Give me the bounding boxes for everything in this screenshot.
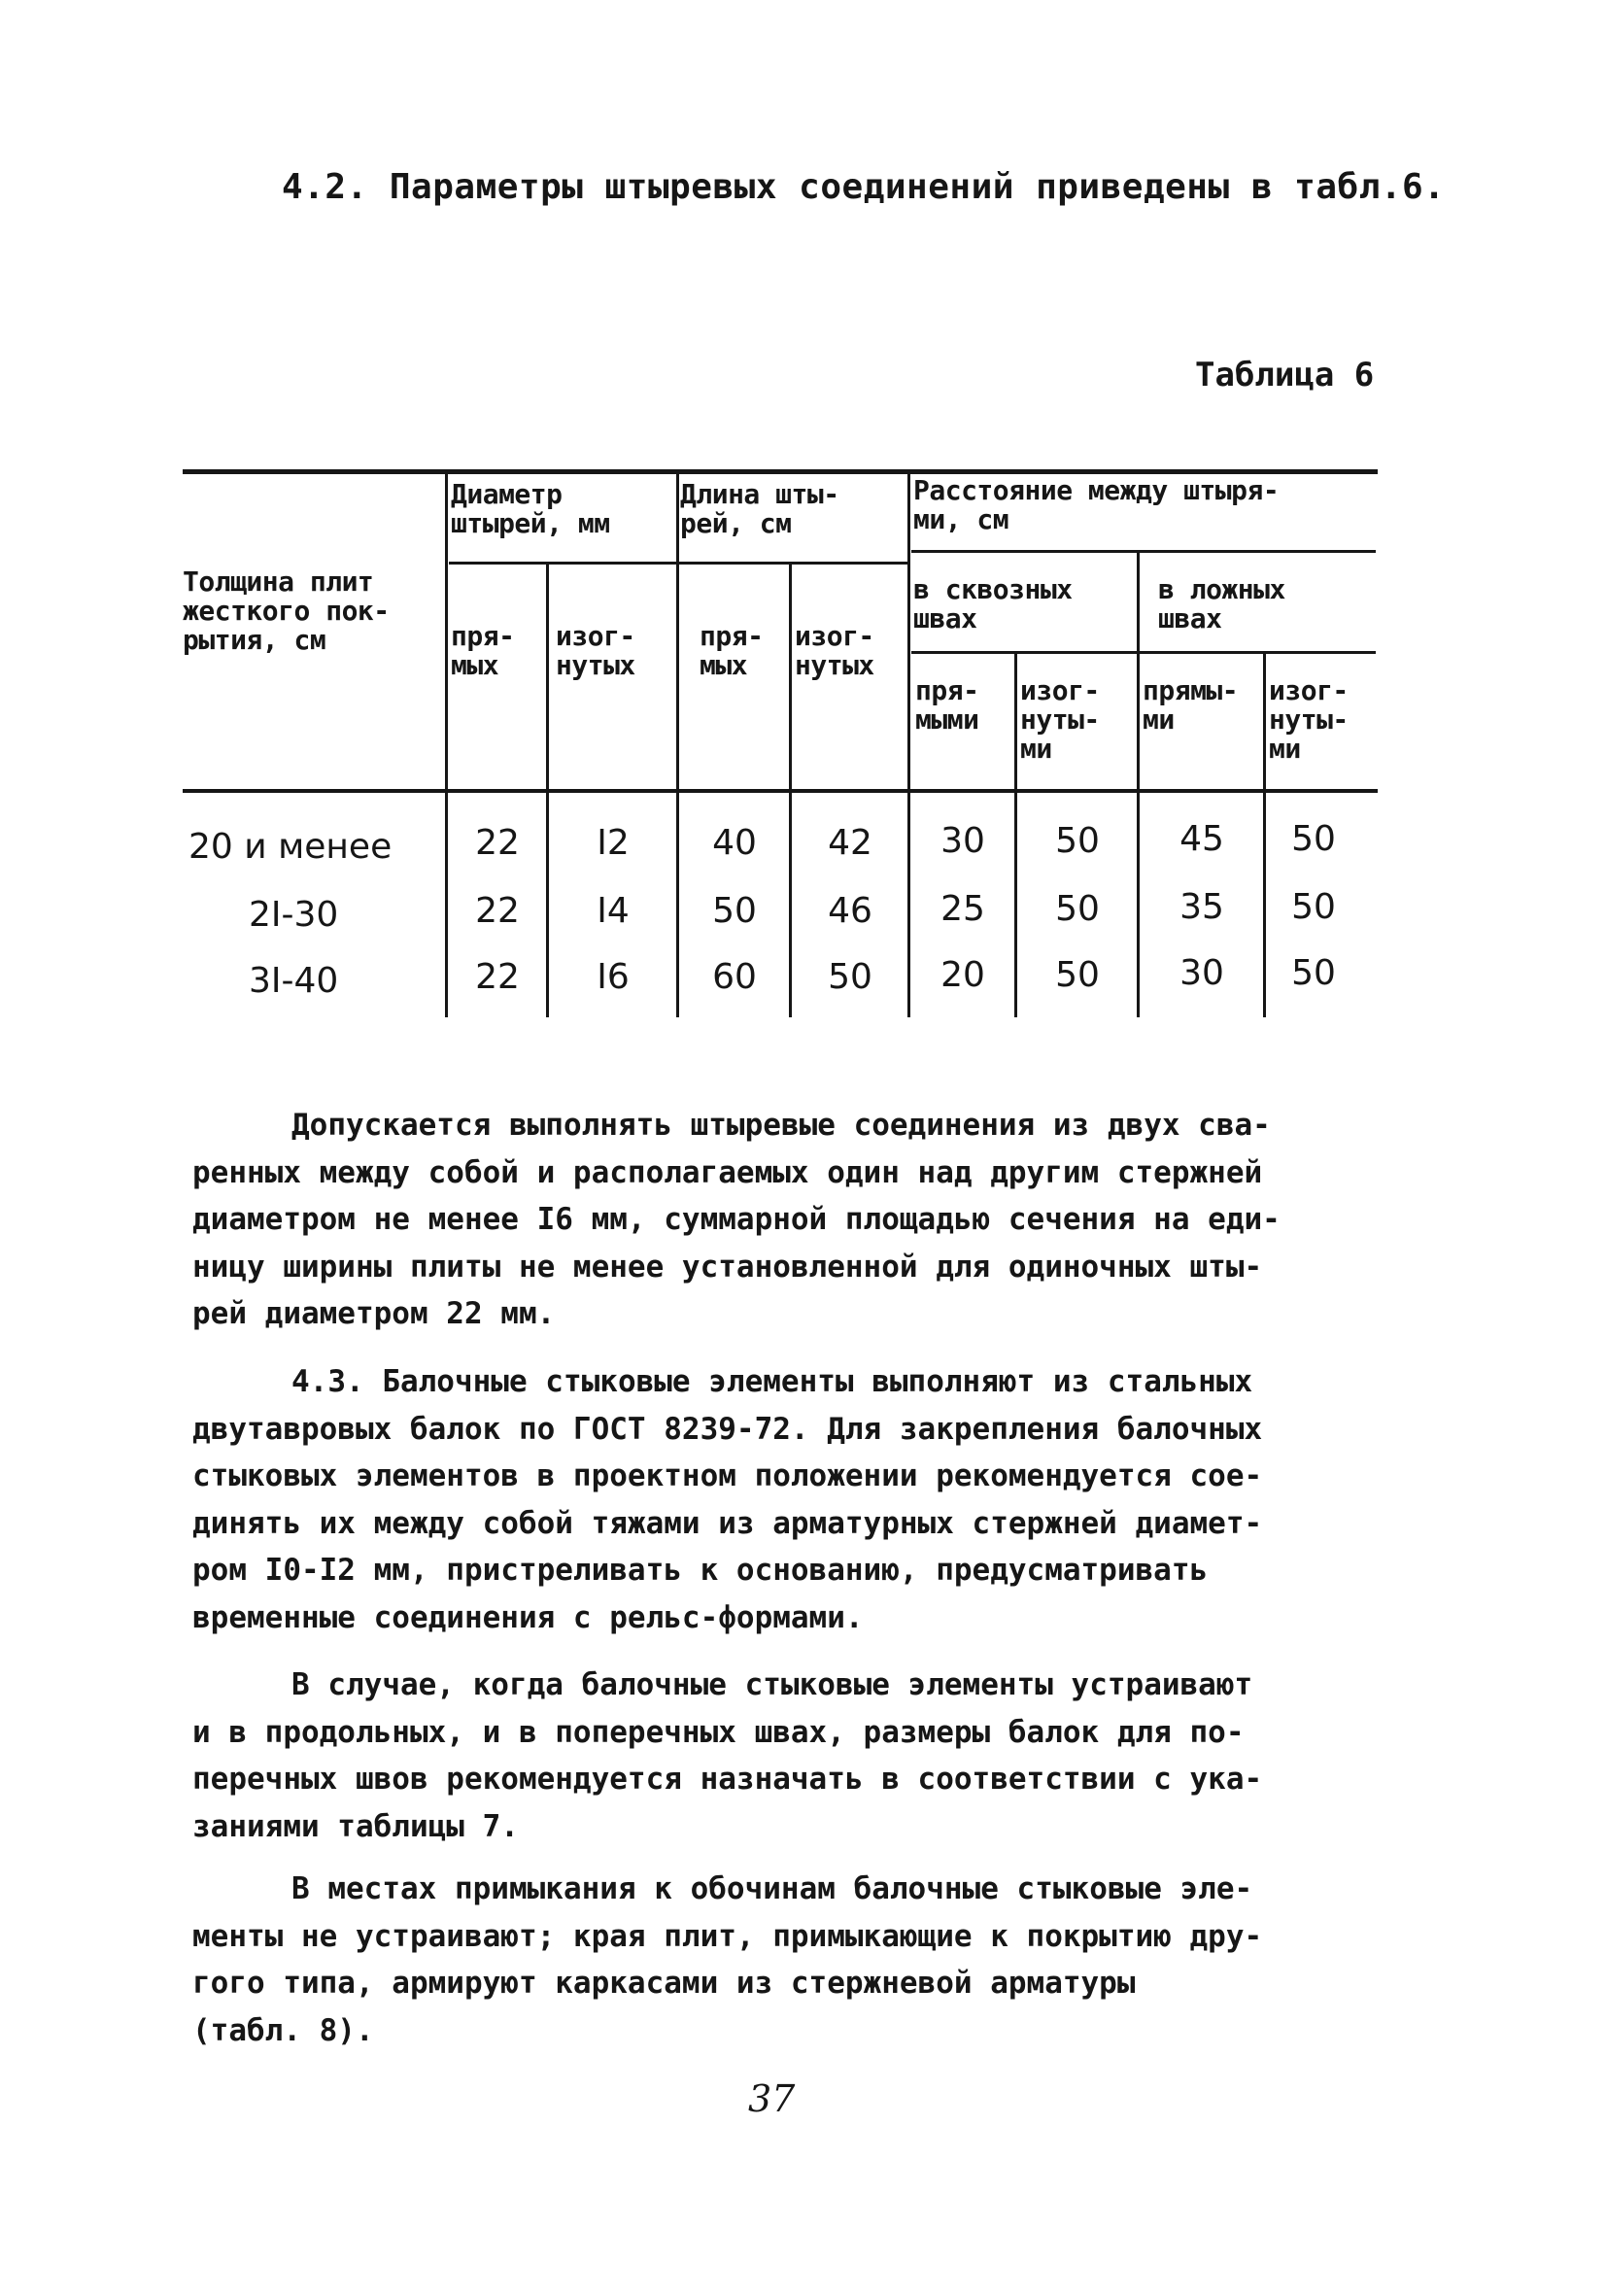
p2-line-6: временные соединения с рельс-формами. — [192, 1599, 864, 1635]
p1-line-4: ницу ширины плиты не менее установленной для одиночных шты- — [192, 1249, 1263, 1285]
p3-line-2: и в продольных, и в поперечных швах, размеры балок для по- — [192, 1714, 1245, 1750]
table-6 — [0, 0, 1606, 1069]
p3-line-1: В случае, когда балочные стыковые элементы устраивают — [291, 1667, 1253, 1702]
row3-len-bent: 50 — [828, 957, 872, 997]
header-through-bent: изог- нуты- ми — [1020, 674, 1100, 765]
p1-line-2: ренных между собой и располагаемых один над другим стержней — [192, 1154, 1263, 1190]
row3-false-straight: 30 — [1179, 953, 1224, 993]
row1-false-bent: 50 — [1291, 819, 1336, 859]
row2-through-straight: 25 — [940, 889, 985, 929]
header-len-straight: пря- мых — [700, 620, 764, 681]
header-rule-distance — [911, 550, 1376, 553]
row3-through-bent: 50 — [1055, 955, 1100, 995]
row1-diam-straight: 22 — [475, 823, 520, 863]
p2-line-1: 4.3. Балочные стыковые элементы выполняют из стальных — [291, 1364, 1253, 1399]
row3-through-straight: 20 — [940, 955, 985, 995]
col-rule-1 — [445, 473, 448, 1017]
table-caption: Таблица 6 — [1195, 356, 1375, 394]
header-bottom-rule — [183, 789, 1378, 793]
header-false-bent: изог- нуты- ми — [1269, 674, 1349, 765]
row2-thickness: 2I-30 — [249, 895, 339, 935]
page-number: 37 — [748, 2077, 796, 2120]
row2-len-straight: 50 — [712, 891, 757, 931]
row2-len-bent: 46 — [828, 891, 872, 931]
header-len-bent: изог- нутых — [795, 620, 874, 681]
row1-through-straight: 30 — [940, 821, 985, 861]
col-rule-2 — [546, 564, 549, 1017]
row3-len-straight: 60 — [712, 957, 757, 997]
p3-line-4: заниями таблицы 7. — [192, 1808, 519, 1844]
row2-false-bent: 50 — [1291, 887, 1336, 927]
p2-line-4: динять их между собой тяжами из арматурных стержней диамет- — [192, 1505, 1263, 1541]
col-rule-3 — [676, 473, 679, 1017]
p2-line-3: стыковых элементов в проектном положении рекомендуется сое- — [192, 1458, 1263, 1493]
header-thickness: Толщина плит жесткого пок- рытия, см — [183, 565, 390, 656]
p1-line-1: Допускается выполнять штыревые соединения из двух сва- — [291, 1108, 1271, 1143]
paragraph-1 — [192, 1102, 1397, 1338]
row1-len-bent: 42 — [828, 823, 872, 863]
p4-line-2: менты не устраивают; края плит, примыкающие к покрытию дру- — [192, 1918, 1263, 1954]
row1-through-bent: 50 — [1055, 821, 1100, 861]
header-length: Длина шты- рей, см — [680, 478, 839, 539]
header-distance: Расстояние между штыря- ми, см — [913, 474, 1280, 535]
row1-diam-bent: I2 — [597, 823, 630, 863]
col-rule-8 — [1263, 651, 1266, 1017]
row1-thickness: 20 и менее — [188, 827, 393, 867]
paragraph-4 — [192, 1866, 1397, 2054]
header-through-seams: в сквозных швах — [913, 573, 1073, 634]
row3-thickness: 3I-40 — [249, 961, 339, 1001]
header-diam-straight: пря- мых — [451, 620, 515, 681]
p4-line-4: (табл. 8). — [192, 2012, 374, 2048]
paragraph-2 — [192, 1358, 1397, 1641]
row2-diam-straight: 22 — [475, 891, 520, 931]
col-rule-7 — [1137, 552, 1140, 1017]
header-diam-bent: изог- нутых — [556, 620, 635, 681]
p2-line-5: ром I0-I2 мм, пристреливать к основанию, предусматривать — [192, 1553, 1209, 1588]
header-false-seams: в ложных швах — [1158, 573, 1285, 634]
row2-false-straight: 35 — [1179, 887, 1224, 927]
paragraph-3 — [192, 1662, 1397, 1850]
header-rule-seams — [911, 651, 1376, 654]
row1-false-straight: 45 — [1179, 819, 1224, 859]
header-through-straight: пря- мыми — [915, 674, 979, 736]
col-rule-5 — [907, 473, 910, 1017]
row2-diam-bent: I4 — [597, 891, 630, 931]
row3-diam-straight: 22 — [475, 957, 520, 997]
p3-line-3: перечных швов рекомендуется назначать в соответствии с ука- — [192, 1762, 1263, 1797]
col-rule-6 — [1014, 651, 1017, 1017]
row2-through-bent: 50 — [1055, 889, 1100, 929]
col-rule-4 — [789, 564, 792, 1017]
row1-len-straight: 40 — [712, 823, 757, 863]
p2-line-2: двутавровых балок по ГОСТ 8239-72. Для закрепления балочных — [192, 1411, 1263, 1447]
p4-line-3: гого типа, армируют каркасами из стержневой арматуры — [192, 1966, 1136, 2001]
header-false-straight: прямы- ми — [1143, 674, 1239, 736]
row3-diam-bent: I6 — [597, 957, 630, 997]
row3-false-bent: 50 — [1291, 953, 1336, 993]
p4-line-1: В местах примыкания к обочинам балочные стыковые эле- — [291, 1871, 1253, 1906]
section-heading: 4.2. Параметры штыревых соединений приведены в табл.6. — [282, 167, 1446, 207]
p1-line-5: рей диаметром 22 мм. — [192, 1296, 556, 1331]
header-diameter: Диаметр штырей, мм — [451, 478, 610, 539]
p1-line-3: диаметром не менее I6 мм, суммарной площадью сечения на еди- — [192, 1202, 1281, 1237]
